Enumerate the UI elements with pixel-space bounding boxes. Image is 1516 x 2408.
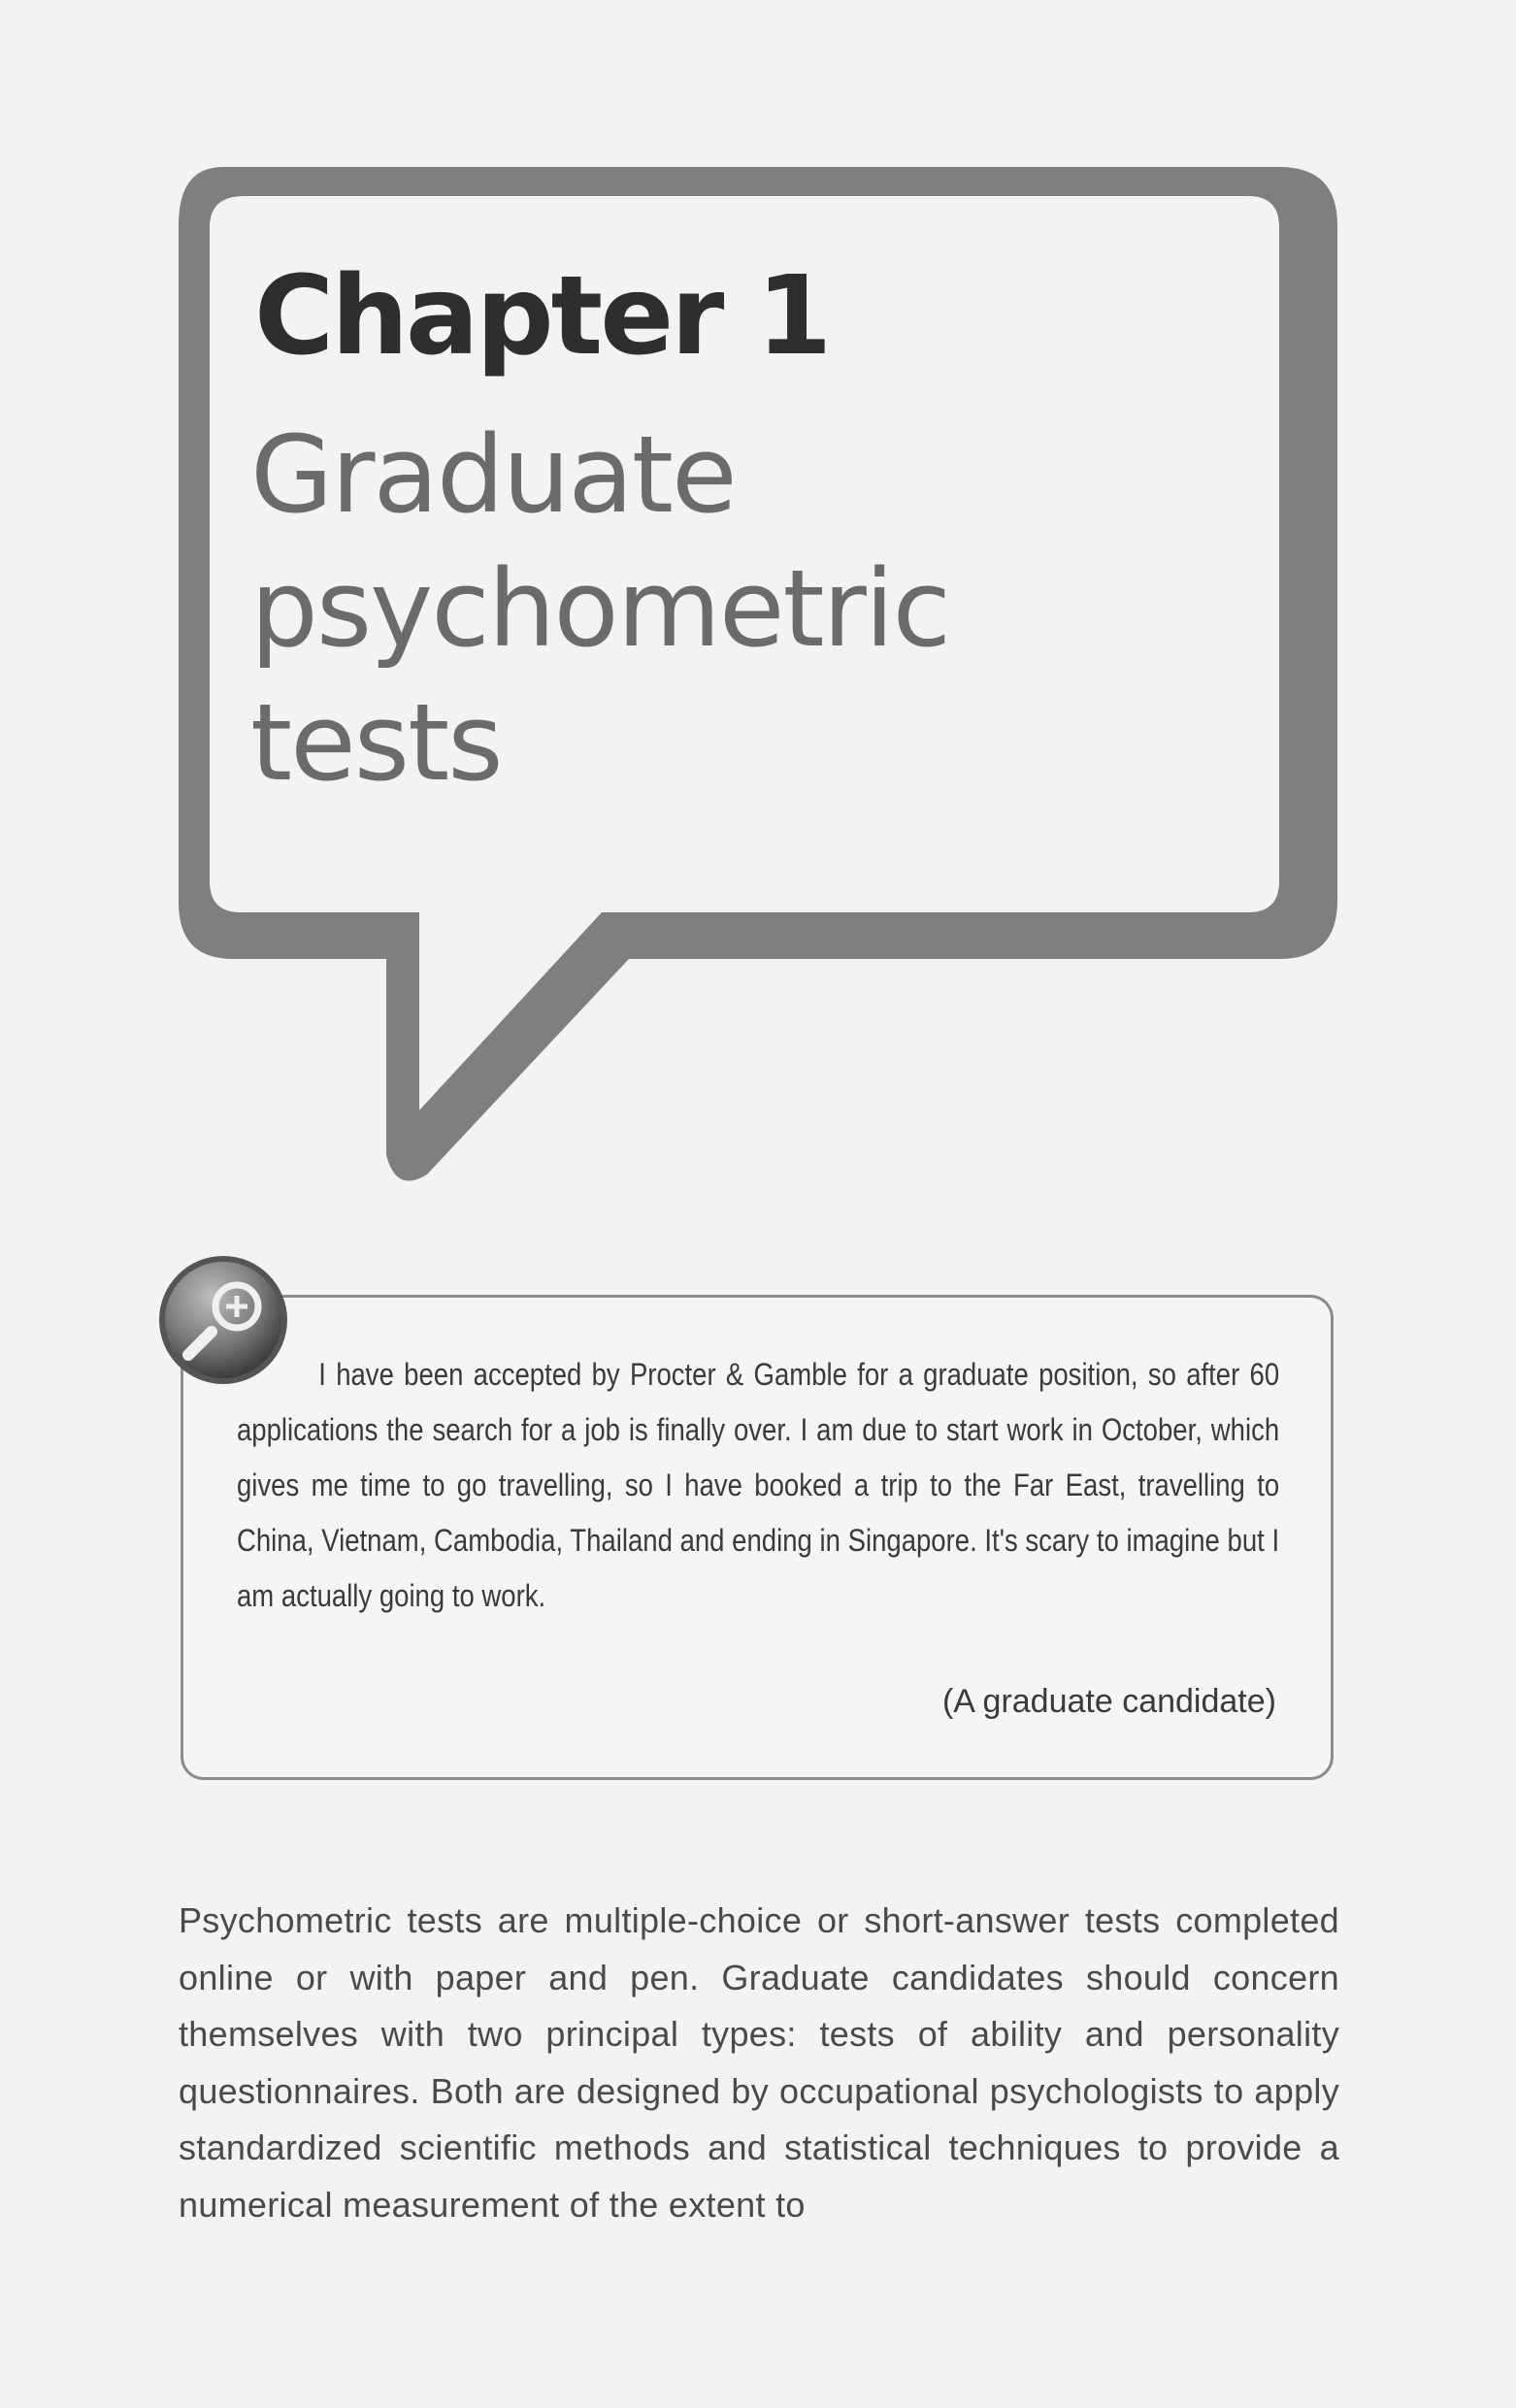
chapter-title (250, 408, 949, 809)
chapter-title-line: psychometric (250, 546, 949, 671)
body-paragraph: Psychometric tests are multiple-choice or short-answer tests completed online or with paper and pen. Graduate candidates should concern themselves with two principal types: tests of ability and personality questionnaires. Both are designed by occupational psychologists to apply standardized scientific methods and statistical techniques to provide a numerical measurement of the extent to (179, 1900, 1339, 2225)
chapter-title-line: Graduate (250, 412, 736, 537)
chapter-title-line: tests (250, 680, 502, 805)
quote-attribution: (A graduate candidate) (941, 1683, 1276, 1720)
quote-text: I have been accepted by Procter & Gamble for a graduate position, so after 60 applications the search for a job is finally over. I am due to start work in October, which gives me time to go travelling, so I have booked a trip to the Far East, travelling to China, Vietnam, Cambodia, Thailand and ending in Singapore. It's scary to imagine but I am actually going to work. (237, 1357, 1280, 1613)
chapter-label: Chapter 1 (254, 253, 830, 379)
